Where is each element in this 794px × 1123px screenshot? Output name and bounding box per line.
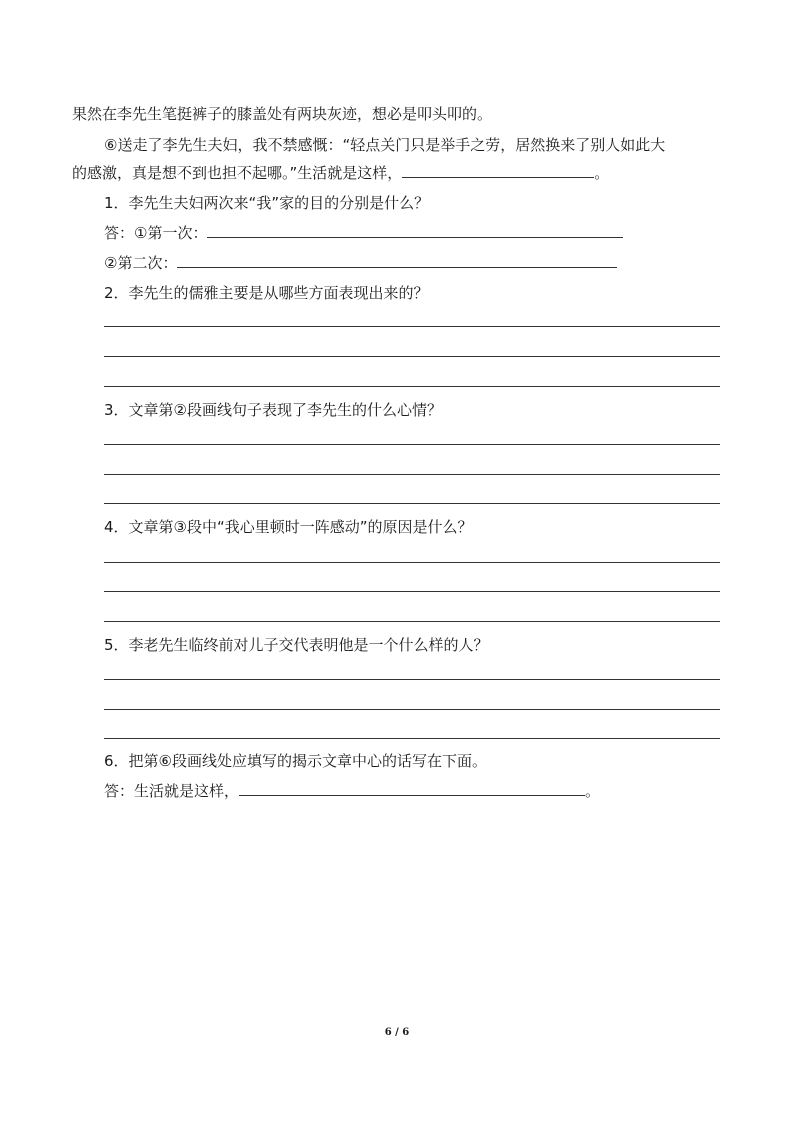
answer-line[interactable] — [104, 709, 720, 710]
answer-line[interactable] — [104, 503, 720, 504]
answer-line[interactable] — [104, 444, 720, 445]
paragraph-6-line-1: ⑥送走了李先生夫妇，我不禁感慨：“轻点关门只是举手之劳，居然换来了别人如此大 — [104, 136, 666, 154]
answer-line[interactable] — [104, 356, 720, 357]
answer-line[interactable] — [104, 591, 720, 592]
answer-first-blank[interactable] — [207, 223, 623, 238]
question-5-prompt: 5．李老先生临终前对儿子交代表明他是一个什么样的人？ — [104, 636, 489, 654]
answer-second-label: ②第二次： — [104, 254, 178, 272]
answer-end: 。 — [585, 782, 601, 800]
question-1-prompt: 1．李先生夫妇两次来“我”家的目的分别是什么？ — [104, 194, 430, 212]
answer-line[interactable] — [104, 621, 720, 622]
paragraph-6-line-2-end: 。 — [594, 164, 610, 182]
answer-line[interactable] — [104, 738, 720, 739]
fill-in-blank[interactable] — [402, 163, 594, 178]
question-1-answer-second — [104, 253, 617, 273]
answer-line[interactable] — [104, 386, 720, 387]
paragraph-6-line-2 — [72, 163, 609, 183]
question-6-prompt: 6．把第⑥段画线处应填写的揭示文章中心的话写在下面。 — [104, 752, 487, 770]
answer-line[interactable] — [104, 474, 720, 475]
question-6-answer — [104, 781, 600, 801]
question-4-prompt: 4．文章第③段中“我心里顿时一阵感动”的原因是什么？ — [104, 518, 473, 536]
answer-second-blank[interactable] — [177, 253, 617, 268]
answer-first-label: 答：①第一次： — [104, 224, 208, 242]
passage-line-1: 果然在李先生笔挺裤子的膝盖处有两块灰迹，想必是叩头叩的。 — [72, 105, 493, 123]
paragraph-6-line-2-text: 的感激，真是想不到也担不起哪。”生活就是这样， — [72, 164, 403, 182]
answer-line[interactable] — [104, 679, 720, 680]
answer-line[interactable] — [104, 562, 720, 563]
question-1-answer-first — [104, 223, 623, 243]
page-number: 6 / 6 — [384, 1027, 410, 1038]
answer-blank[interactable] — [239, 781, 585, 796]
answer-label: 答：生活就是这样， — [104, 782, 240, 800]
question-2-prompt: 2．李先生的儒雅主要是从哪些方面表现出来的？ — [104, 284, 429, 302]
question-3-prompt: 3．文章第②段画线句子表现了李先生的什么心情？ — [104, 401, 442, 419]
answer-line[interactable] — [104, 326, 720, 327]
